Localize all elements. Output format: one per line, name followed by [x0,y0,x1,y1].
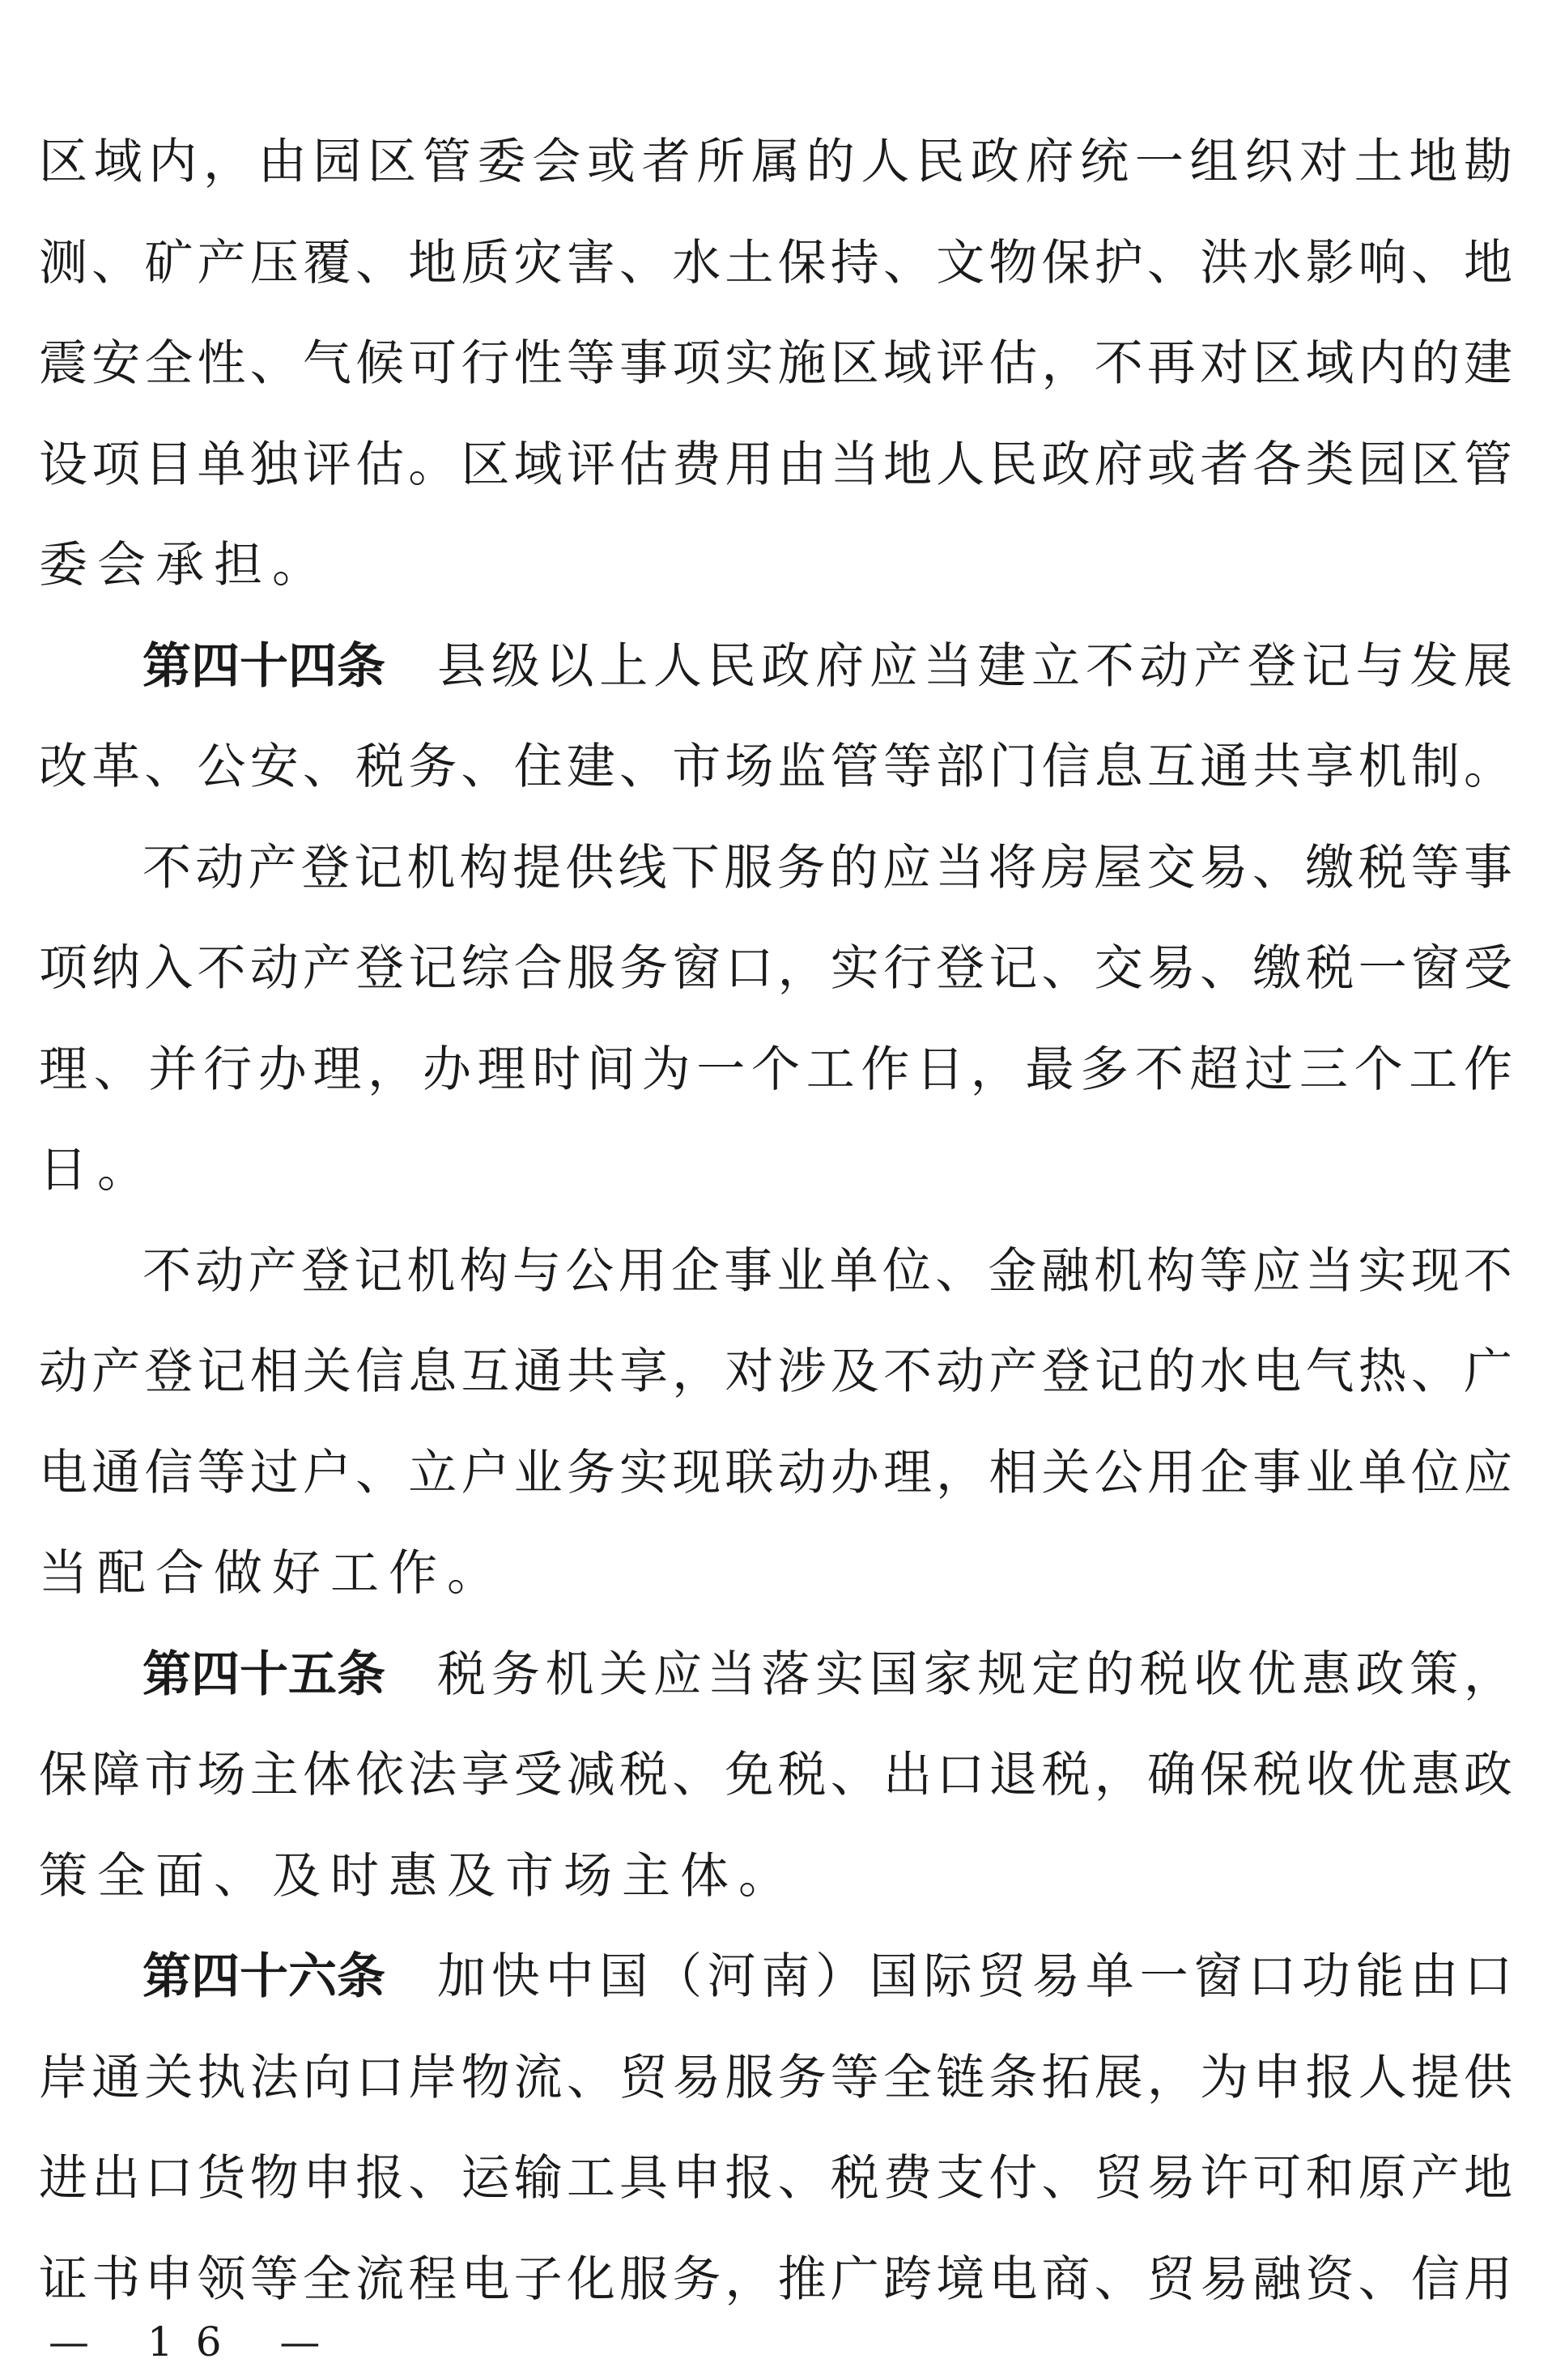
text-line [39,415,1512,516]
text-line [39,2128,1512,2229]
line-text: 区域内，由园区管委会或者所属的人民政府统一组织对土地勘 [39,134,1512,190]
line-text: 动产登记相关信息互通共享，对涉及不动产登记的水电气热、广 [39,1343,1512,1400]
article-heading: 第四十六条 [142,1948,385,2005]
text-line [39,313,1512,415]
line-text: 委会承担。 [39,537,330,594]
line-text: 证书申领等全流程电子化服务，推广跨境电商、贸易融资、信用 [39,2250,1512,2308]
line-text: 当配合做好工作。 [39,1545,505,1602]
text-line [39,918,1512,1020]
line-text: 保障市场主体依法享受减税、免税、出口退税，确保税收优惠政 [39,1747,1512,1803]
line-text: 项纳入不动产登记综合服务窗口，实行登记、交易、缴税一窗受 [39,940,1512,997]
line-text: 不动产登记机构提供线下服务的应当将房屋交易、缴税等事 [142,839,1512,896]
text-line [39,1221,1512,1322]
line-text: 岸通关执法向口岸物流、贸易服务等全链条拓展，为申报人提供 [39,2049,1512,2106]
line-text: 不动产登记机构与公用企事业单位、金融机构等应当实现不 [142,1242,1512,1300]
text-line [39,1523,1512,1624]
text-line [39,2229,1512,2331]
line-text: 策全面、及时惠及市场主体。 [39,1847,797,1905]
line-text: 测、矿产压覆、地质灾害、水土保持、文物保护、洪水影响、地 [39,234,1512,292]
text-line [39,1826,1512,1927]
text-line [39,2028,1512,2129]
text-line [39,1423,1512,1524]
text-line [39,112,1512,213]
line-text: 设项目单独评估。区域评估费用由当地人民政府或者各类园区管 [39,436,1512,493]
text-line [39,515,1512,616]
text-line [39,1927,1512,2028]
text-line [39,1624,1512,1726]
line-text: 理、并行办理，办理时间为一个工作日，最多不超过三个工作 [39,1041,1512,1098]
text-line [39,717,1512,818]
line-text: 改革、公安、税务、住建、市场监管等部门信息互通共享机制。 [39,739,1512,795]
text-line [39,818,1512,919]
line-text: 震安全性、气候可行性等事项实施区域评估，不再对区域内的建 [39,335,1512,392]
line-text: 县级以上人民政府应当建立不动产登记与发展 [437,637,1512,695]
text-line [39,1322,1512,1423]
text-line [39,1120,1512,1221]
line-text: 加快中国（河南）国际贸易单一窗口功能由口 [437,1948,1512,2005]
text-line [39,1725,1512,1826]
text-line [39,616,1512,717]
text-line [39,1020,1512,1121]
article-heading: 第四十四条 [142,637,385,695]
document-body [39,112,1512,2330]
text-line [39,213,1512,314]
line-text: 进出口货物申报、运输工具申报、税费支付、贸易许可和原产地 [39,2150,1512,2207]
line-text: 电通信等过户、立户业务实现联动办理，相关公用企事业单位应 [39,1444,1512,1501]
page-number: — 16 — [49,2318,343,2365]
line-text: 税务机关应当落实国家规定的税收优惠政策， [437,1646,1512,1703]
line-text: 日。 [39,1142,155,1199]
article-heading: 第四十五条 [142,1646,385,1703]
